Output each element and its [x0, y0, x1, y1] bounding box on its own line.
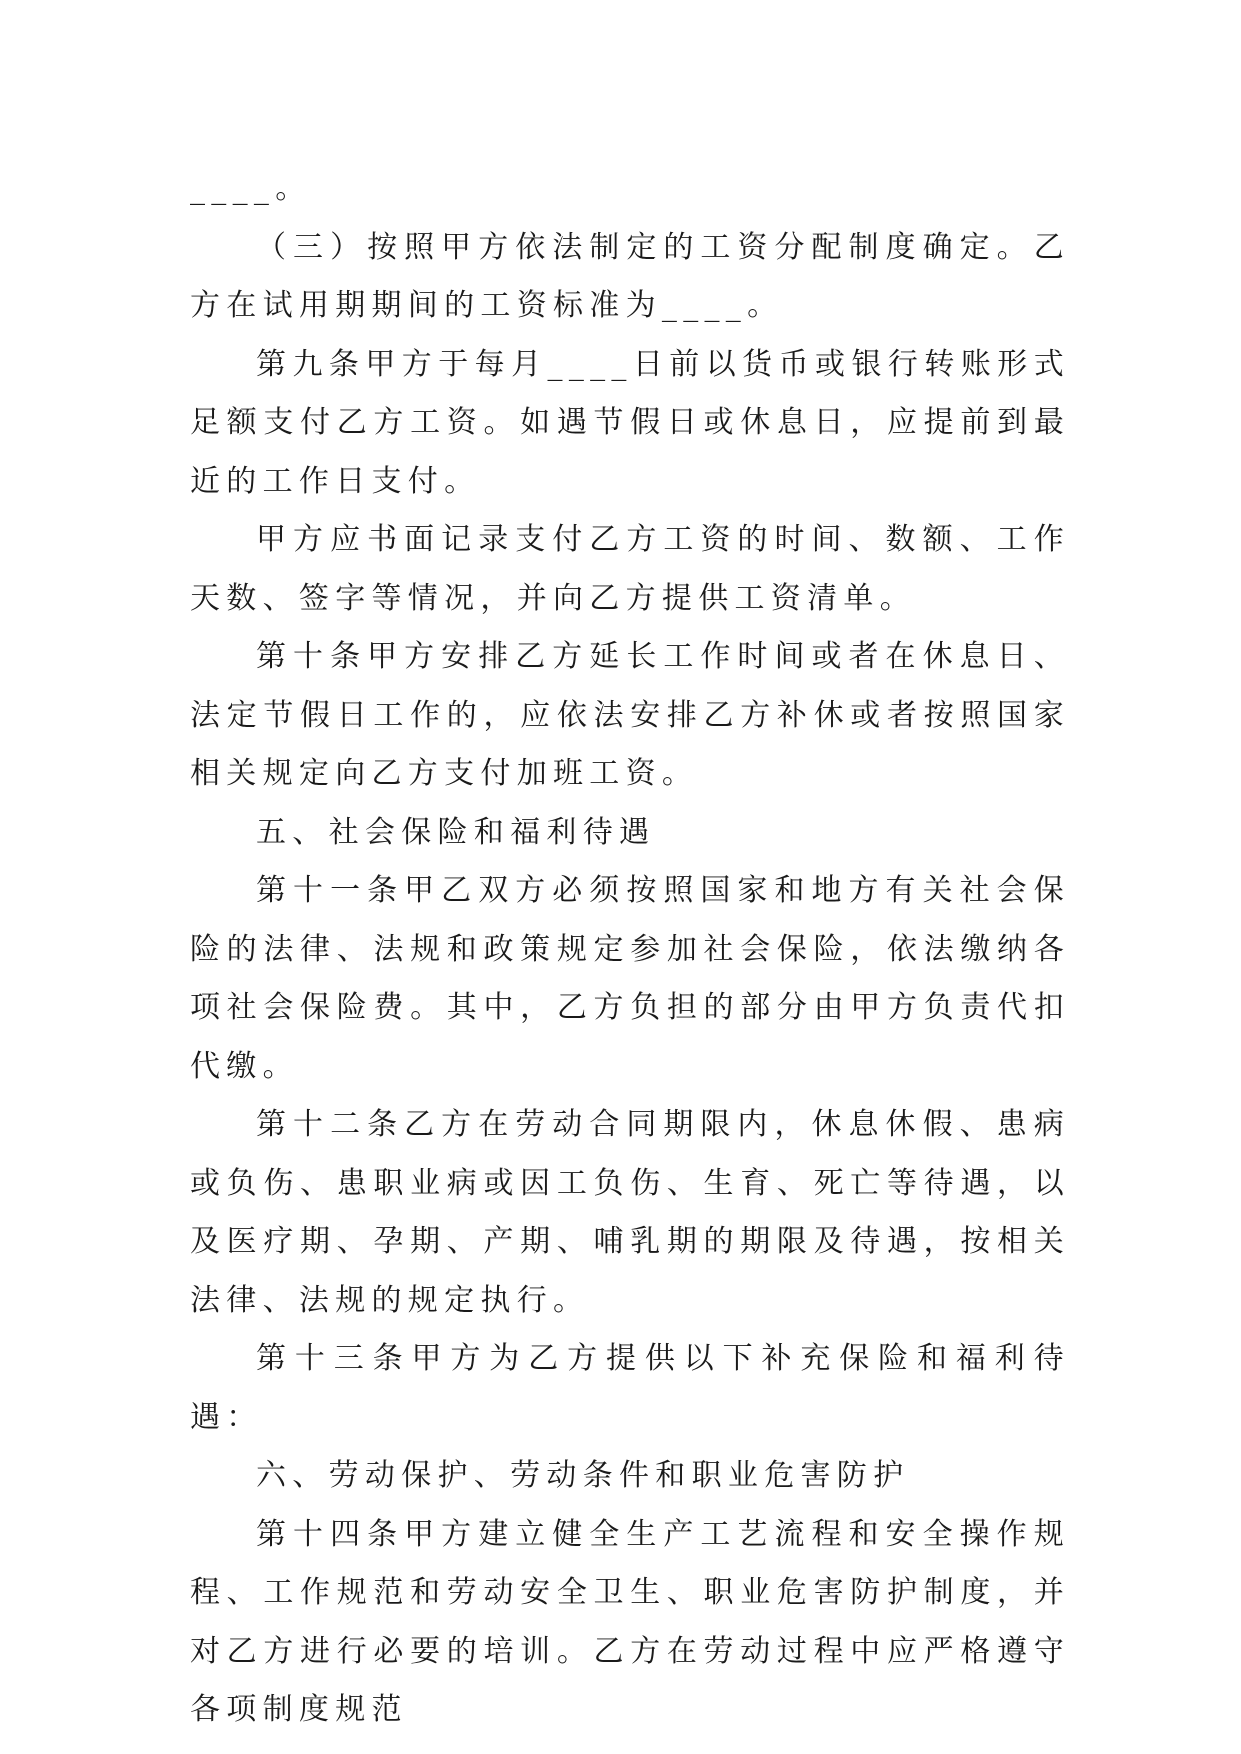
- paragraph-2: 第九条甲方于每月____日前以货币或银行转账形式足额支付乙方工资。如遇节假日或休息日，应提前到最近的工作日支付。: [190, 346, 1070, 499]
- section-heading-6: 六、劳动保护、劳动条件和职业危害防护: [256, 1458, 910, 1493]
- document-body: [190, 160, 1070, 1740]
- paragraph-8: 第十三条甲方为乙方提供以下补充保险和福利待遇：: [190, 1341, 1070, 1435]
- paragraph-6: 第十一条甲乙双方必须按照国家和地方有关社会保险的法律、法规和政策规定参加社会保险，依法缴纳各项社会保险费。其中，乙方负担的部分由甲方负责代扣代缴。: [190, 873, 1070, 1084]
- paragraph-4: 第十条甲方安排乙方延长工作时间或者在休息日、法定节假日工作的，应依法安排乙方补休或者按照国家相关规定向乙方支付加班工资。: [190, 639, 1070, 791]
- paragraph-0: ____。: [190, 171, 312, 206]
- paragraph-10: 第十四条甲方建立健全生产工艺流程和安全操作规程、工作规范和劳动安全卫生、职业危害防护制度，并对乙方进行必要的培训。乙方在劳动过程中应严格遵守各项制度规范: [190, 1516, 1070, 1727]
- paragraph-7: 第十二条乙方在劳动合同期限内，休息休假、患病或负伤、患职业病或因工负伤、生育、死亡等待遇，以及医疗期、孕期、产期、哺乳期的期限及待遇，按相关法律、法规的规定执行。: [190, 1107, 1070, 1318]
- section-heading-5: 五、社会保险和福利待遇: [256, 814, 656, 850]
- paragraph-3: 甲方应书面记录支付乙方工资的时间、数额、工作天数、签字等情况，并向乙方提供工资清单。: [190, 522, 1070, 616]
- paragraph-1: （三）按照甲方依法制定的工资分配制度确定。乙方在试用期期间的工资标准为____。: [190, 229, 1070, 323]
